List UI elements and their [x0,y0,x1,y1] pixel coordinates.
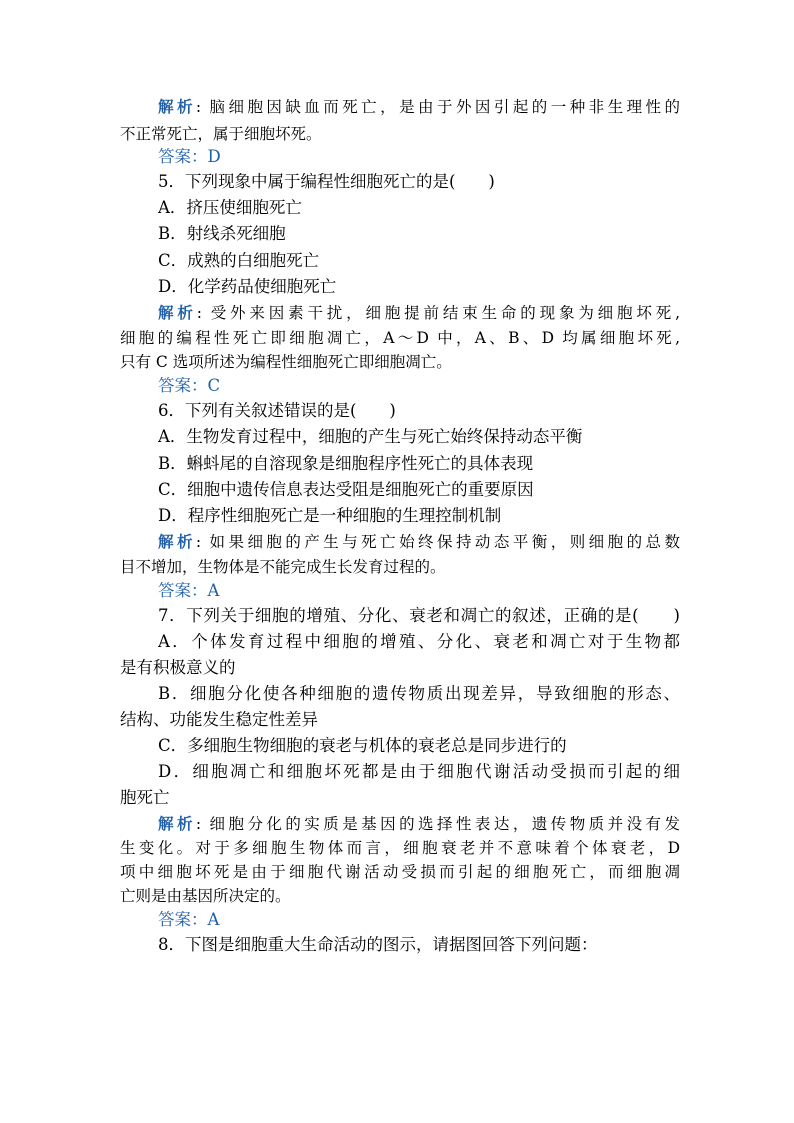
answer-label: 答案： [158,910,208,929]
question-5-option-d: D．化学药品使细胞死亡 [158,277,337,296]
answer-value: D [207,147,221,166]
question-7-option-b-line-2: 结构、功能发生稳定性差异 [120,710,318,729]
answer-label: 答案： [158,147,208,166]
question-8: 8．下图是细胞重大生命活动的图示，请据图回答下列问题： [158,935,598,954]
explanation-6-line-1 [158,531,680,553]
question-7: 7．下列关于细胞的增殖、分化、衰老和凋亡的叙述，正确的是( ) [158,606,680,625]
question-6-option-c: C．细胞中遗传信息表达受阻是细胞死亡的重要原因 [158,480,534,499]
explanation-5-line-3: 只有 C 选项所述为编程性细胞死亡即细胞凋亡。 [120,353,452,371]
explanation-6-line-2: 目不增加，生物体是不能完成生长发育过程的。 [120,558,446,576]
explanation-text: : 如果细胞的产生与死亡始终保持动态平衡，则细胞的总数 [195,533,680,551]
explanation-text: : 受外来因素干扰，细胞提前结束生命的现象为细胞坏死, [196,304,680,322]
explanation-7-line-2: 生变化。对于多细胞生物体而言，细胞衰老并不意味着个体衰老，D [120,839,680,857]
explanation-5-line-2: 细胞的编程性死亡即细胞凋亡，A～D 中，A、B、D 均属细胞坏死, [120,329,680,347]
explanation-5-line-1 [158,302,680,324]
answer-4 [158,146,680,168]
question-6: 6．下列有关叙述错误的是( ) [158,401,396,420]
question-5-option-a: A．挤压使细胞死亡 [158,198,302,217]
answer-label: 答案： [158,581,208,600]
question-7-option-c: C．多细胞生物细胞的衰老与机体的衰老总是同步进行的 [158,736,567,755]
explanation-label: 解析 [158,303,197,322]
explanation-7-line-1 [158,813,680,835]
question-7-option-b-line-1: B．细胞分化使各种细胞的遗传物质出现差异，导致细胞的形态、 [158,684,680,703]
answer-5 [158,375,680,397]
question-7-option-a-line-1: A．个体发育过程中细胞的增殖、分化、衰老和凋亡对于生物都 [158,632,680,651]
explanation-4-line-1 [158,96,680,118]
explanation-7-line-4: 亡则是由基因所决定的。 [120,887,291,905]
answer-6 [158,580,680,602]
question-7-option-a-line-2: 是有积极意义的 [120,658,236,677]
question-5-option-b: B．射线杀死细胞 [158,224,286,243]
answer-label: 答案： [158,376,208,395]
answer-value: C [207,376,221,395]
question-5: 5．下列现象中属于编程性细胞死亡的是( ) [158,172,495,191]
question-5-option-c: C．成熟的白细胞死亡 [158,251,320,270]
question-6-option-b: B．蝌蚪尾的自溶现象是细胞程序性死亡的具体表现 [158,454,534,473]
explanation-text: : 脑细胞因缺血而死亡，是由于外因引起的一种非生理性的 [195,98,680,116]
explanation-label: 解析 [158,532,196,551]
explanation-4-line-2: 不正常死亡，属于细胞坏死。 [120,125,322,143]
answer-value: A [207,581,220,600]
question-6-option-d: D．程序性细胞死亡是一种细胞的生理控制机制 [158,506,502,525]
question-7-option-d-line-2: 胞死亡 [120,788,170,807]
answer-value: A [207,910,220,929]
explanation-label: 解析 [158,814,196,833]
question-7-option-d-line-1: D．细胞凋亡和细胞坏死都是由于细胞代谢活动受损而引起的细 [158,762,680,781]
question-6-option-a: A．生物发育过程中，细胞的产生与死亡始终保持动态平衡 [158,427,583,446]
explanation-7-line-3: 项中细胞坏死是由于细胞代谢活动受损而引起的细胞死亡，而细胞凋 [120,863,680,881]
explanation-text: : 细胞分化的实质是基因的选择性表达，遗传物质并没有发 [195,815,680,833]
explanation-label: 解析 [158,97,196,116]
answer-7 [158,909,680,931]
